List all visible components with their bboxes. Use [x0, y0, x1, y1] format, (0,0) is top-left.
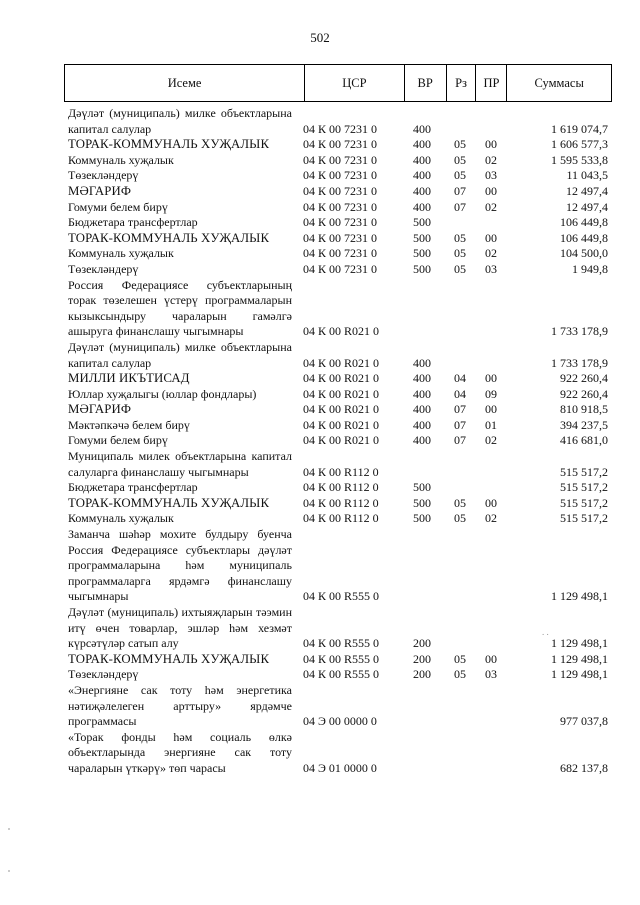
row-csr: 04 К 00 R021 0 — [303, 417, 380, 432]
row-csr: 04 К 00 7231 0 — [303, 152, 378, 167]
row-rz: 04 — [454, 386, 466, 401]
row-name: Дәүләт (муниципаль) милке объектларына капитал салулар — [68, 339, 292, 370]
row-rz: 05 — [454, 495, 466, 510]
row-rz: 07 — [454, 183, 466, 198]
row-csr: 04 К 00 7231 0 — [303, 168, 378, 183]
row-name: Коммуналь хуҗалык — [68, 511, 174, 526]
row-name: «Торак фонды һәм социаль өлкә объектларында энергияне сак тоту чараларын үткәрү» төп чарасы — [68, 729, 292, 775]
table-row — [68, 527, 608, 605]
row-rz: 05 — [454, 168, 466, 183]
table-row — [68, 511, 608, 527]
row-name: Юллар хуҗалыгы (юллар фондлары) — [68, 386, 257, 401]
table-row — [68, 184, 608, 200]
row-vr: 200 — [413, 651, 431, 666]
row-pr: 02 — [485, 152, 497, 167]
row-vr: 400 — [413, 152, 431, 167]
row-csr: 04 К 00 7231 0 — [303, 246, 378, 261]
row-vr: 400 — [413, 386, 431, 401]
row-vr: 500 — [413, 230, 431, 245]
row-vr: 400 — [413, 168, 431, 183]
row-vr: 400 — [413, 199, 431, 214]
row-name: ТОРАК-КОММУНАЛЬ ХУҖАЛЫК — [68, 495, 270, 510]
row-rz: 07 — [454, 199, 466, 214]
table-row — [68, 168, 608, 184]
row-vr: 400 — [413, 417, 431, 432]
row-pr: 00 — [485, 183, 497, 198]
table-row — [68, 449, 608, 480]
row-csr: 04 Э 01 0000 0 — [303, 760, 377, 775]
row-pr: 00 — [485, 230, 497, 245]
row-name: МИЛЛИ ИКЪТИСАД — [68, 371, 190, 386]
row-vr: 500 — [413, 246, 431, 261]
row-vr: 500 — [413, 215, 431, 230]
row-pr: 03 — [485, 667, 497, 682]
table-row — [68, 683, 608, 730]
row-vr: 400 — [413, 355, 431, 370]
row-vr: 500 — [413, 480, 431, 495]
row-name: Дәүләт (муниципаль) милке объектларына капитал салулар — [68, 106, 292, 136]
row-csr: 04 К 00 R555 0 — [303, 651, 380, 666]
scan-artifact: . . — [542, 627, 549, 637]
row-name: ТОРАК-КОММУНАЛЬ ХУҖАЛЫК — [68, 230, 270, 245]
row-name: Гомуми белем бирү — [68, 199, 168, 214]
row-vr: 200 — [413, 636, 431, 651]
row-sum: 515 517,2 — [560, 480, 608, 495]
row-sum: 1 129 498,1 — [551, 636, 608, 651]
table-row — [68, 652, 608, 668]
row-csr: 04 К 00 7231 0 — [303, 199, 378, 214]
table-row — [68, 387, 608, 403]
row-sum: 1 129 498,1 — [551, 667, 608, 682]
row-sum: 515 517,2 — [560, 464, 608, 479]
row-csr: 04 К 00 R021 0 — [303, 433, 380, 448]
row-name: Заманча шәһәр мохите булдыру буенча Россия Федерациясе субъектлары дәүләт программаларына һәм муниципаль программаларга ярдәмгә финанслашу чыгымнары — [68, 527, 292, 604]
row-sum: 106 449,8 — [560, 215, 608, 230]
row-vr: 500 — [413, 511, 431, 526]
row-rz: 07 — [454, 433, 466, 448]
row-csr: 04 К 00 R555 0 — [303, 667, 380, 682]
table-header — [64, 64, 612, 102]
row-sum: 1 733 178,9 — [551, 324, 608, 339]
row-pr: 09 — [485, 386, 497, 401]
table-row — [68, 200, 608, 216]
row-csr: 04 К 00 R021 0 — [303, 355, 380, 370]
table-row — [68, 153, 608, 169]
row-name: ТОРАК-КОММУНАЛЬ ХУҖАЛЫК — [68, 651, 270, 666]
row-pr: 00 — [485, 402, 497, 417]
row-rz: 05 — [454, 511, 466, 526]
table-row — [68, 433, 608, 449]
row-name: МӘГАРИФ — [68, 183, 132, 198]
row-rz: 05 — [454, 667, 466, 682]
row-csr: 04 К 00 7231 0 — [303, 137, 378, 152]
row-pr: 00 — [485, 371, 497, 386]
row-sum: 922 260,4 — [560, 386, 608, 401]
row-rz: 05 — [454, 651, 466, 666]
row-pr: 03 — [485, 261, 497, 276]
row-rz: 05 — [454, 152, 466, 167]
row-csr: 04 К 00 R021 0 — [303, 402, 380, 417]
header-vr: ВР — [405, 65, 447, 101]
row-name: ТОРАК-КОММУНАЛЬ ХУҖАЛЫК — [68, 137, 270, 152]
table-row — [68, 231, 608, 247]
row-vr: 200 — [413, 667, 431, 682]
table-row — [68, 667, 608, 683]
row-pr: 02 — [485, 246, 497, 261]
row-csr: 04 К 00 R112 0 — [303, 495, 379, 510]
scan-artifact-dot — [8, 828, 10, 830]
row-rz: 05 — [454, 230, 466, 245]
row-vr: 500 — [413, 495, 431, 510]
row-pr: 00 — [485, 651, 497, 666]
row-name: Мәктәпкәчә белем бирү — [68, 417, 190, 432]
row-sum: 1 606 577,3 — [551, 137, 608, 152]
table-row — [68, 496, 608, 512]
header-pr: ПР — [476, 65, 507, 101]
row-csr: 04 К 00 R555 0 — [303, 589, 380, 604]
row-pr: 00 — [485, 137, 497, 152]
row-sum: 1 595 533,8 — [551, 152, 608, 167]
row-vr: 400 — [413, 371, 431, 386]
row-sum: 1 129 498,1 — [551, 651, 608, 666]
row-pr: 02 — [485, 199, 497, 214]
row-pr: 00 — [485, 495, 497, 510]
row-vr: 400 — [413, 121, 431, 136]
row-sum: 1 949,8 — [572, 261, 608, 276]
table-row — [68, 106, 608, 137]
row-name: Коммуналь хуҗалык — [68, 152, 174, 167]
row-sum: 104 500,0 — [560, 246, 608, 261]
row-csr: 04 Э 00 0000 0 — [303, 714, 377, 729]
row-sum: 12 497,4 — [566, 183, 608, 198]
row-name: Гомуми белем бирү — [68, 433, 168, 448]
row-vr: 400 — [413, 433, 431, 448]
row-sum: 977 037,8 — [560, 714, 608, 729]
table-row — [68, 278, 608, 340]
row-name: МӘГАРИФ — [68, 402, 132, 417]
row-sum: 1 129 498,1 — [551, 589, 608, 604]
table-body — [68, 106, 608, 777]
row-sum: 515 517,2 — [560, 495, 608, 510]
row-rz: 07 — [454, 417, 466, 432]
table-row — [68, 262, 608, 278]
row-csr: 04 К 00 R112 0 — [303, 464, 379, 479]
row-rz: 05 — [454, 261, 466, 276]
row-name: «Энергияне сак тоту һәм энергетика нәтиҗәлелеген арттыру» ярдәмче программасы — [68, 682, 292, 729]
row-name: Бюджетара трансфертлар — [68, 480, 198, 495]
row-sum: 416 681,0 — [560, 433, 608, 448]
row-sum: 1 619 074,7 — [551, 121, 608, 136]
table-row — [68, 137, 608, 153]
scan-artifact-dot — [8, 870, 10, 872]
row-csr: 04 К 00 7231 0 — [303, 183, 378, 198]
row-pr: 01 — [485, 417, 497, 432]
row-rz: 07 — [454, 402, 466, 417]
row-rz: 04 — [454, 371, 466, 386]
page-number: 502 — [310, 30, 330, 45]
row-csr: 04 К 00 R021 0 — [303, 324, 380, 339]
row-csr: 04 К 00 7231 0 — [303, 230, 378, 245]
row-name: Бюджетара трансфертлар — [68, 215, 198, 230]
row-pr: 03 — [485, 168, 497, 183]
row-rz: 05 — [454, 137, 466, 152]
row-name: Россия Федерациясе субъектларының торак төзелешен үстерү программаларын кызыксындыру чараларын гамәлгә ашыруга финанслашу чыгымнары — [68, 277, 292, 339]
header-rz: Рз — [447, 65, 477, 101]
row-csr: 04 К 00 7231 0 — [303, 215, 378, 230]
table-row — [68, 605, 608, 652]
table-row — [68, 246, 608, 262]
row-vr: 400 — [413, 402, 431, 417]
row-csr: 04 К 00 R021 0 — [303, 386, 380, 401]
row-name: Төзекләндерү — [68, 667, 139, 682]
row-pr: 02 — [485, 433, 497, 448]
row-name: Муниципаль милек объектларына капитал салуларга финанслашу чыгымнары — [68, 449, 292, 479]
row-rz: 05 — [454, 246, 466, 261]
row-sum: 810 918,5 — [560, 402, 608, 417]
row-name: Дәүләт (муниципаль) ихтыяҗларын тәэмин итү өчен товарлар, эшләр һәм хезмәт күрсәтүләр сатып алу — [68, 605, 292, 651]
row-name: Төзекләндерү — [68, 168, 139, 183]
table-row — [68, 371, 608, 387]
table-row — [68, 340, 608, 371]
row-vr: 400 — [413, 137, 431, 152]
header-csr: ЦСР — [305, 65, 405, 101]
row-sum: 12 497,4 — [566, 199, 608, 214]
row-sum: 922 260,4 — [560, 371, 608, 386]
row-pr: 02 — [485, 511, 497, 526]
row-name: Коммуналь хуҗалык — [68, 246, 174, 261]
row-sum: 682 137,8 — [560, 760, 608, 775]
row-csr: 04 К 00 R112 0 — [303, 480, 379, 495]
row-csr: 04 К 00 R021 0 — [303, 371, 380, 386]
row-sum: 515 517,2 — [560, 511, 608, 526]
row-csr: 04 К 00 R112 0 — [303, 511, 379, 526]
row-name: Төзекләндерү — [68, 261, 139, 276]
table-row — [68, 730, 608, 777]
table-row — [68, 480, 608, 496]
table-row — [68, 215, 608, 231]
table-row — [68, 418, 608, 434]
header-name: Исеме — [65, 65, 305, 101]
row-sum: 11 043,5 — [566, 168, 608, 183]
row-vr: 500 — [413, 261, 431, 276]
table-row — [68, 402, 608, 418]
row-vr: 400 — [413, 183, 431, 198]
row-sum: 106 449,8 — [560, 230, 608, 245]
row-csr: 04 К 00 7231 0 — [303, 121, 378, 136]
row-csr: 04 К 00 7231 0 — [303, 261, 378, 276]
row-sum: 394 237,5 — [560, 417, 608, 432]
row-sum: 1 733 178,9 — [551, 355, 608, 370]
row-csr: 04 К 00 R555 0 — [303, 636, 380, 651]
header-sum: Суммасы — [534, 75, 584, 90]
